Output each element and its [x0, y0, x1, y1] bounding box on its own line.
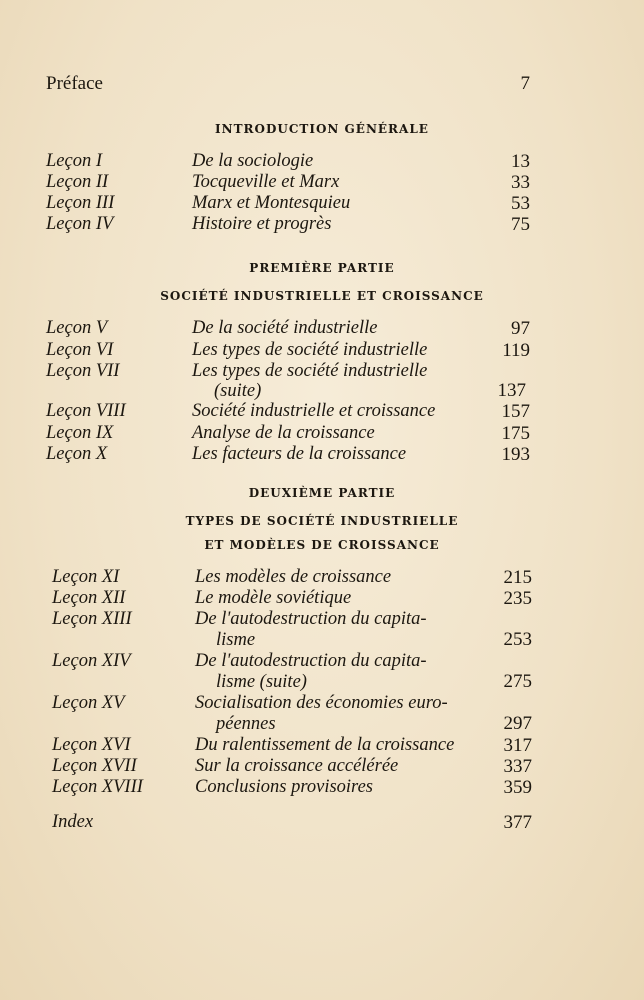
toc-row [46, 151, 530, 172]
toc-row [46, 423, 530, 444]
chapter-title: Le modèle soviétique [195, 588, 352, 608]
page-number: 175 [501, 423, 530, 444]
page-number: 193 [501, 444, 530, 465]
chapter-title: Histoire et progrès [192, 214, 332, 234]
section-heading: TYPES DE SOCIÉTÉ INDUSTRIELLE [185, 514, 459, 528]
chapter-title: Les types de société industrielle [192, 340, 428, 360]
toc-row [46, 214, 530, 235]
chapter-title: Marx et Montesquieu [192, 193, 351, 213]
section-heading-line2: ET MODÈLES DE CROISSANCE [204, 538, 440, 552]
chapter-title-continuation: lisme (suite) [216, 672, 307, 692]
toc-row [46, 340, 530, 361]
page-number: 297 [503, 713, 532, 734]
toc-row [46, 172, 530, 193]
lecon-label: Leçon XVII [52, 756, 137, 776]
toc-row [52, 735, 532, 756]
page-number: 157 [501, 401, 530, 422]
lecon-label: Leçon IX [46, 423, 114, 443]
preface-label: Préface [46, 73, 103, 94]
chapter-title: Les facteurs de la croissance [192, 444, 407, 464]
chapter-title: Socialisation des économies euro- [195, 693, 448, 713]
lecon-label: Leçon II [46, 172, 109, 192]
page-number: 377 [503, 812, 532, 833]
toc-row [46, 193, 530, 214]
toc-row [52, 693, 532, 714]
chapter-title: Tocqueville et Marx [192, 172, 340, 192]
chapter-title-continuation: (suite) [214, 381, 262, 401]
page-number: 253 [503, 629, 532, 650]
chapter-title-continuation: lisme [216, 630, 256, 650]
lecon-label: Leçon VIII [46, 401, 126, 421]
lecon-label: Leçon XVIII [52, 777, 143, 797]
page-number: 53 [511, 193, 530, 214]
lecon-label: Leçon XII [52, 588, 126, 608]
lecon-label: Leçon I [46, 151, 102, 171]
page-number: 13 [511, 151, 530, 172]
toc-row [46, 444, 530, 465]
lecon-label: Leçon V [46, 318, 108, 338]
lecon-label: Leçon VI [46, 340, 114, 360]
section-heading: INTRODUCTION GÉNÉRALE [215, 122, 429, 136]
part-heading: DEUXIÈME PARTIE [248, 486, 396, 500]
chapter-title: Sur la croissance accélérée [195, 756, 399, 776]
toc-row [46, 318, 530, 339]
chapter-title: Les types de société industrielle [192, 361, 428, 381]
toc-row [52, 756, 532, 777]
page-number: 235 [503, 588, 532, 609]
page-number: 337 [503, 756, 532, 777]
index-label: Index [52, 812, 94, 832]
chapter-title: Analyse de la croissance [192, 423, 375, 443]
lecon-label: Leçon XV [52, 693, 125, 713]
toc-row [52, 609, 532, 630]
toc-row [52, 567, 532, 588]
chapter-title: Conclusions provisoires [195, 777, 373, 797]
lecon-label: Leçon IV [46, 214, 114, 234]
page-number: 317 [503, 735, 532, 756]
page-number: 97 [511, 318, 530, 339]
chapter-title: De l'autodestruction du capita- [195, 651, 427, 671]
toc-row [52, 777, 532, 798]
index-entry [52, 812, 532, 833]
page-number: 275 [503, 671, 532, 692]
page-number: 119 [502, 340, 530, 361]
chapter-title-continuation: péennes [216, 714, 276, 734]
page-number: 75 [511, 214, 530, 235]
chapter-title: Du ralentissement de la croissance [195, 735, 455, 755]
chapter-title: Les modèles de croissance [195, 567, 392, 587]
lecon-label: Leçon VII [46, 361, 120, 381]
toc-row [46, 401, 530, 422]
preface-page: 7 [520, 73, 530, 94]
lecon-label: Leçon III [46, 193, 115, 213]
chapter-title: De l'autodestruction du capita- [195, 609, 427, 629]
page-number: 33 [511, 172, 530, 193]
toc-row [52, 588, 532, 609]
toc-row [46, 361, 530, 382]
lecon-label: Leçon XI [52, 567, 120, 587]
preface-entry [46, 72, 530, 96]
lecon-label: Leçon XIV [52, 651, 131, 671]
page-number: 215 [503, 567, 532, 588]
section-heading: SOCIÉTÉ INDUSTRIELLE ET CROISSANCE [160, 289, 484, 303]
chapter-title: De la sociologie [192, 151, 314, 171]
lecon-label: Leçon XIII [52, 609, 132, 629]
chapter-title: De la société industrielle [192, 318, 378, 338]
chapter-title: Société industrielle et croissance [192, 401, 436, 421]
lecon-label: Leçon XVI [52, 735, 131, 755]
part-heading: PREMIÈRE PARTIE [249, 261, 395, 275]
lecon-label: Leçon X [46, 444, 108, 464]
toc-row [52, 651, 532, 672]
page-number: 359 [503, 777, 532, 798]
page-number: 137 [497, 380, 526, 401]
